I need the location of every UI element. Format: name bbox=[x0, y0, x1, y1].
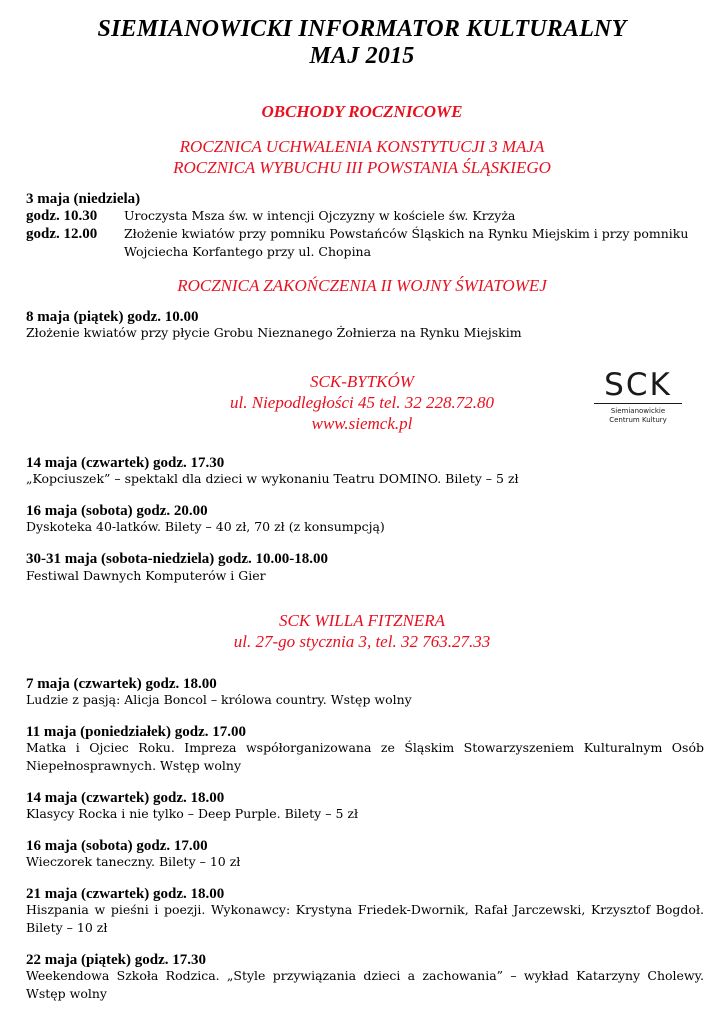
section-heading-anniversaries: OBCHODY ROCZNICOWE bbox=[261, 102, 463, 121]
event-time: godz. 10.30 bbox=[26, 208, 98, 224]
event-date: 22 maja (piątek) godz. 17.30 bbox=[26, 952, 206, 968]
event-date: 21 maja (czwartek) godz. 18.00 bbox=[26, 886, 225, 902]
event-date: 7 maja (czwartek) godz. 18.00 bbox=[26, 676, 217, 692]
event-date: 16 maja (sobota) godz. 17.00 bbox=[26, 838, 208, 854]
venue-website: www.siemck.pl bbox=[311, 414, 413, 433]
event-description: Festiwal Dawnych Komputerów i Gier bbox=[26, 568, 266, 583]
logo-divider bbox=[594, 403, 682, 404]
event-description: Matka i Ojciec Roku. Impreza współorganizowana ze Śląskim Stowarzyszeniem Kulturalnym Osób Niepełnosprawnych. Wstęp wolny bbox=[26, 740, 704, 773]
venue-address-bytkow: ul. Niepodległości 45 tel. 32 228.72.80 bbox=[230, 393, 494, 412]
venue-name-bytkow: SCK-BYTKÓW bbox=[310, 372, 414, 391]
page-title-line1: SIEMIANOWICKI INFORMATOR KULTURALNY bbox=[97, 16, 627, 42]
logo-subtitle-line2: Centrum Kultury bbox=[609, 416, 667, 424]
event-date: 8 maja (piątek) godz. 10.00 bbox=[26, 309, 199, 325]
venue-address-fitzner: ul. 27-go stycznia 3, tel. 32 763.27.33 bbox=[233, 632, 491, 651]
event-date: 30-31 maja (sobota-niedziela) godz. 10.00-18.00 bbox=[26, 551, 329, 567]
event-time: godz. 12.00 bbox=[26, 226, 98, 242]
page-title-line2: MAJ 2015 bbox=[309, 43, 415, 69]
event-description: Ludzie z pasją: Alicja Boncol – królowa country. Wstęp wolny bbox=[26, 692, 412, 707]
event-date: 3 maja (niedziela) bbox=[26, 191, 141, 207]
event-description: Klasycy Rocka i nie tylko – Deep Purple. Bilety – 5 zł bbox=[26, 806, 359, 821]
event-description: Złożenie kwiatów przy pomniku Powstańców Śląskich na Rynku Miejskim i przy pomniku Wojciecha Korfantego przy ul. Chopina bbox=[124, 226, 689, 259]
event-date: 16 maja (sobota) godz. 20.00 bbox=[26, 503, 208, 519]
venue-name-fitzner: SCK WILLA FITZNERA bbox=[279, 611, 445, 630]
event-description: Hiszpania w pieśni i poezji. Wykonawcy: Krystyna Friedek-Dwornik, Rafał Jarczewski, Krzysztof Bogdoł. Bilety – 10 zł bbox=[26, 902, 704, 935]
event-description: Wieczorek taneczny. Bilety – 10 zł bbox=[26, 854, 241, 869]
event-description: „Kopciuszek” – spektakl dla dzieci w wykonaniu Teatru DOMINO. Bilety – 5 zł bbox=[26, 471, 519, 486]
subheading-ww2: ROCZNICA ZAKOŃCZENIA II WOJNY ŚWIATOWEJ bbox=[177, 276, 547, 295]
subheading-uprising: ROCZNICA WYBUCHU III POWSTANIA ŚLĄSKIEGO bbox=[173, 158, 551, 177]
sck-logo-mark: SCK bbox=[604, 367, 672, 403]
event-description: Dyskoteka 40-latków. Bilety – 40 zł, 70 zł (z konsumpcją) bbox=[26, 519, 385, 534]
event-date: 14 maja (czwartek) godz. 17.30 bbox=[26, 455, 225, 471]
event-time-row bbox=[26, 207, 704, 225]
sck-logo bbox=[592, 368, 684, 430]
event-description: Złożenie kwiatów przy płycie Grobu Nieznanego Żołnierza na Rynku Miejskim bbox=[26, 325, 522, 340]
event-date: 11 maja (poniedziałek) godz. 17.00 bbox=[26, 724, 246, 740]
logo-subtitle-line1: Siemianowickie bbox=[610, 407, 666, 415]
event-description: Weekendowa Szkoła Rodzica. „Style przywiązania dzieci a zachowania” – wykład Katarzyny Cholewy. Wstęp wolny bbox=[26, 968, 704, 1001]
event-time-row bbox=[26, 225, 704, 261]
event-date: 14 maja (czwartek) godz. 18.00 bbox=[26, 790, 225, 806]
event-description: Uroczysta Msza św. w intencji Ojczyzny w kościele św. Krzyża bbox=[124, 208, 516, 223]
subheading-constitution: ROCZNICA UCHWALENIA KONSTYTUCJI 3 MAJA bbox=[179, 137, 545, 156]
